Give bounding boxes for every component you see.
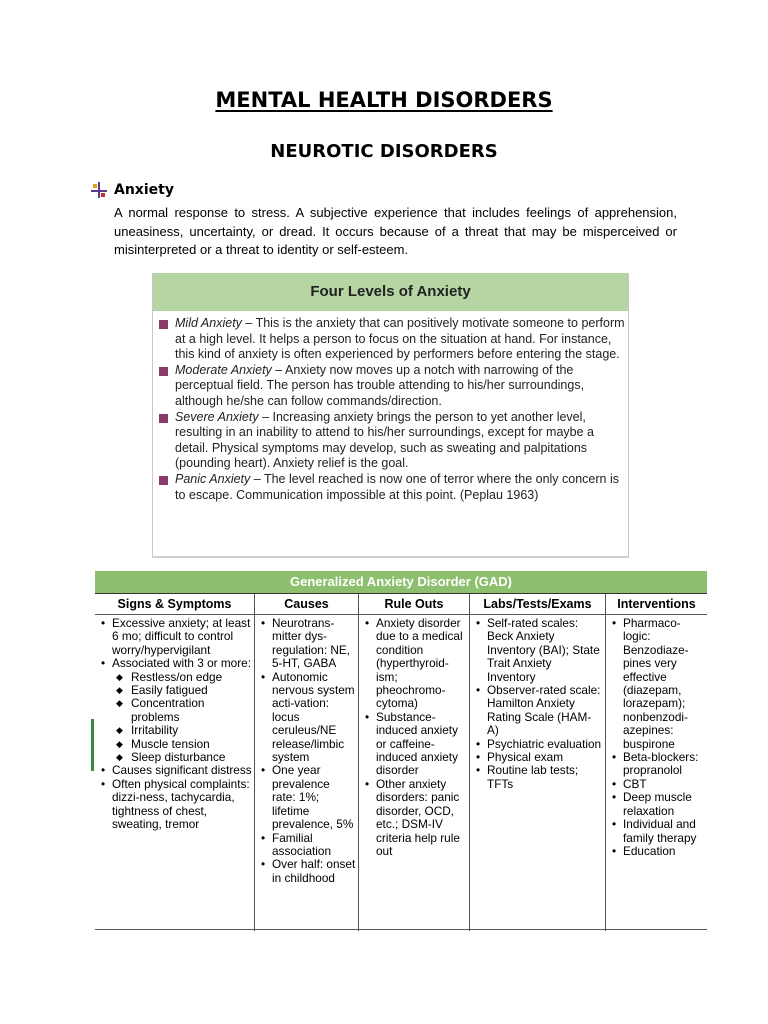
list-item: • Routine lab tests; TFTs xyxy=(474,764,603,791)
list-item: • Causes significant distress xyxy=(99,764,252,777)
level-item: Panic Anxiety – The level reached is now one of terror where the only concern is to escape. Communication impossible at this point. (Peplau 1963) xyxy=(159,472,628,503)
gad-title: Generalized Anxiety Disorder (GAD) xyxy=(95,571,707,593)
list-item: • Anxiety disorder due to a medical condition (hyperthyroid-ism; pheochromo-cytoma) xyxy=(363,617,467,711)
gad-table xyxy=(95,571,707,930)
four-levels-heading: Four Levels of Anxiety xyxy=(153,273,628,311)
square-bullet-icon xyxy=(159,367,168,376)
column-header: Labs/Tests/Exams xyxy=(470,594,605,615)
four-levels-box xyxy=(152,273,629,558)
list-item: • Often physical complaints: dizzi-ness, tachycardia, tightness of chest, sweating, tremor xyxy=(99,778,252,832)
list-subitem: ◆ Concentration problems xyxy=(99,697,252,724)
square-bullet-icon xyxy=(159,320,168,329)
section-heading xyxy=(91,182,174,198)
list-item: • One year prevalence rate: 1%; lifetime prevalence, 5% xyxy=(259,764,356,831)
level-item: Mild Anxiety – This is the anxiety that can positively motivate someone to perform at a high level. It helps a person to focus on the situation at hand. For instance, this kind of anxiety is often experienced by performers before entering the stage. xyxy=(159,316,628,363)
list-subitem: ◆ Easily fatigued xyxy=(99,684,252,697)
column-causes xyxy=(255,594,359,931)
column-interventions xyxy=(606,594,707,931)
list-item: • Observer-rated scale: Hamilton Anxiety Rating Scale (HAM-A) xyxy=(474,684,603,738)
list-item: • Self-rated scales: Beck Anxiety Inventory (BAI); State Trait Anxiety Inventory xyxy=(474,617,603,684)
list-item: • Over half: onset in childhood xyxy=(259,858,356,885)
list-item: • CBT xyxy=(610,778,705,791)
list-item: • Education xyxy=(610,845,705,858)
list-subitem: ◆ Muscle tension xyxy=(99,738,252,751)
column-header: Interventions xyxy=(606,594,707,615)
list-item: • Other anxiety disorders: panic disorder, OCD, etc.; DSM-IV criteria help rule out xyxy=(363,778,467,858)
list-item: • Physical exam xyxy=(474,751,603,764)
list-item: • Associated with 3 or more: xyxy=(99,657,252,670)
column-header: Causes xyxy=(255,594,358,615)
plus-bullet-icon xyxy=(91,182,107,198)
list-item: • Psychiatric evaluation xyxy=(474,738,603,751)
list-item: • Excessive anxiety; at least 6 mo; difficult to control worry/hypervigilant xyxy=(99,617,252,657)
column-header: Signs & Symptoms xyxy=(95,594,254,615)
square-bullet-icon xyxy=(159,414,168,423)
page-title: MENTAL HEALTH DISORDERS xyxy=(215,88,553,112)
list-item: • Pharmaco-logic: Benzodiaze-pines very effective (diazepam, lorazepam); nonbenzodi-azepines: buspirone xyxy=(610,617,705,751)
list-item: • Individual and family therapy xyxy=(610,818,705,845)
margin-marker xyxy=(91,719,94,771)
level-item: Severe Anxiety – Increasing anxiety brings the person to yet another level, resulting in an inability to attend to his/her surroundings, except for maybe a detail. Physical symptoms may develop, such as sweating and palpitations (pounding heart). Anxiety relief is the goal. xyxy=(159,410,628,472)
list-item: • Deep muscle relaxation xyxy=(610,791,705,818)
column-rule-outs xyxy=(359,594,470,931)
list-subitem: ◆ Sleep disturbance xyxy=(99,751,252,764)
column-header: Rule Outs xyxy=(359,594,469,615)
level-item: Moderate Anxiety – Anxiety now moves up a notch with narrowing of the perceptual field. The person has trouble attending to his/her surroundings, although he/she can follow commands/direction. xyxy=(159,363,628,410)
list-item: • Neurotrans-mitter dys-regulation: NE, 5-HT, GABA xyxy=(259,617,356,671)
square-bullet-icon xyxy=(159,476,168,485)
list-item: • Familial association xyxy=(259,832,356,859)
list-subitem: ◆ Irritability xyxy=(99,724,252,737)
list-item: • Autonomic nervous system acti-vation: locus ceruleus/NE release/limbic system xyxy=(259,671,356,765)
list-item: • Beta-blockers: propranolol xyxy=(610,751,705,778)
column-signs xyxy=(95,594,255,931)
list-item: • Substance-induced anxiety or caffeine-induced anxiety disorder xyxy=(363,711,467,778)
anxiety-definition: A normal response to stress. A subjective experience that includes feelings of apprehension, uneasiness, uncertainty, or dread. It occurs because of a threat that may be misperceived or misinterpreted or a threat to identity or self-esteem. xyxy=(114,205,677,257)
column-labs xyxy=(470,594,606,931)
section-label: Anxiety xyxy=(114,182,174,198)
list-subitem: ◆ Restless/on edge xyxy=(99,671,252,684)
page-subtitle: NEUROTIC DISORDERS xyxy=(270,141,498,162)
